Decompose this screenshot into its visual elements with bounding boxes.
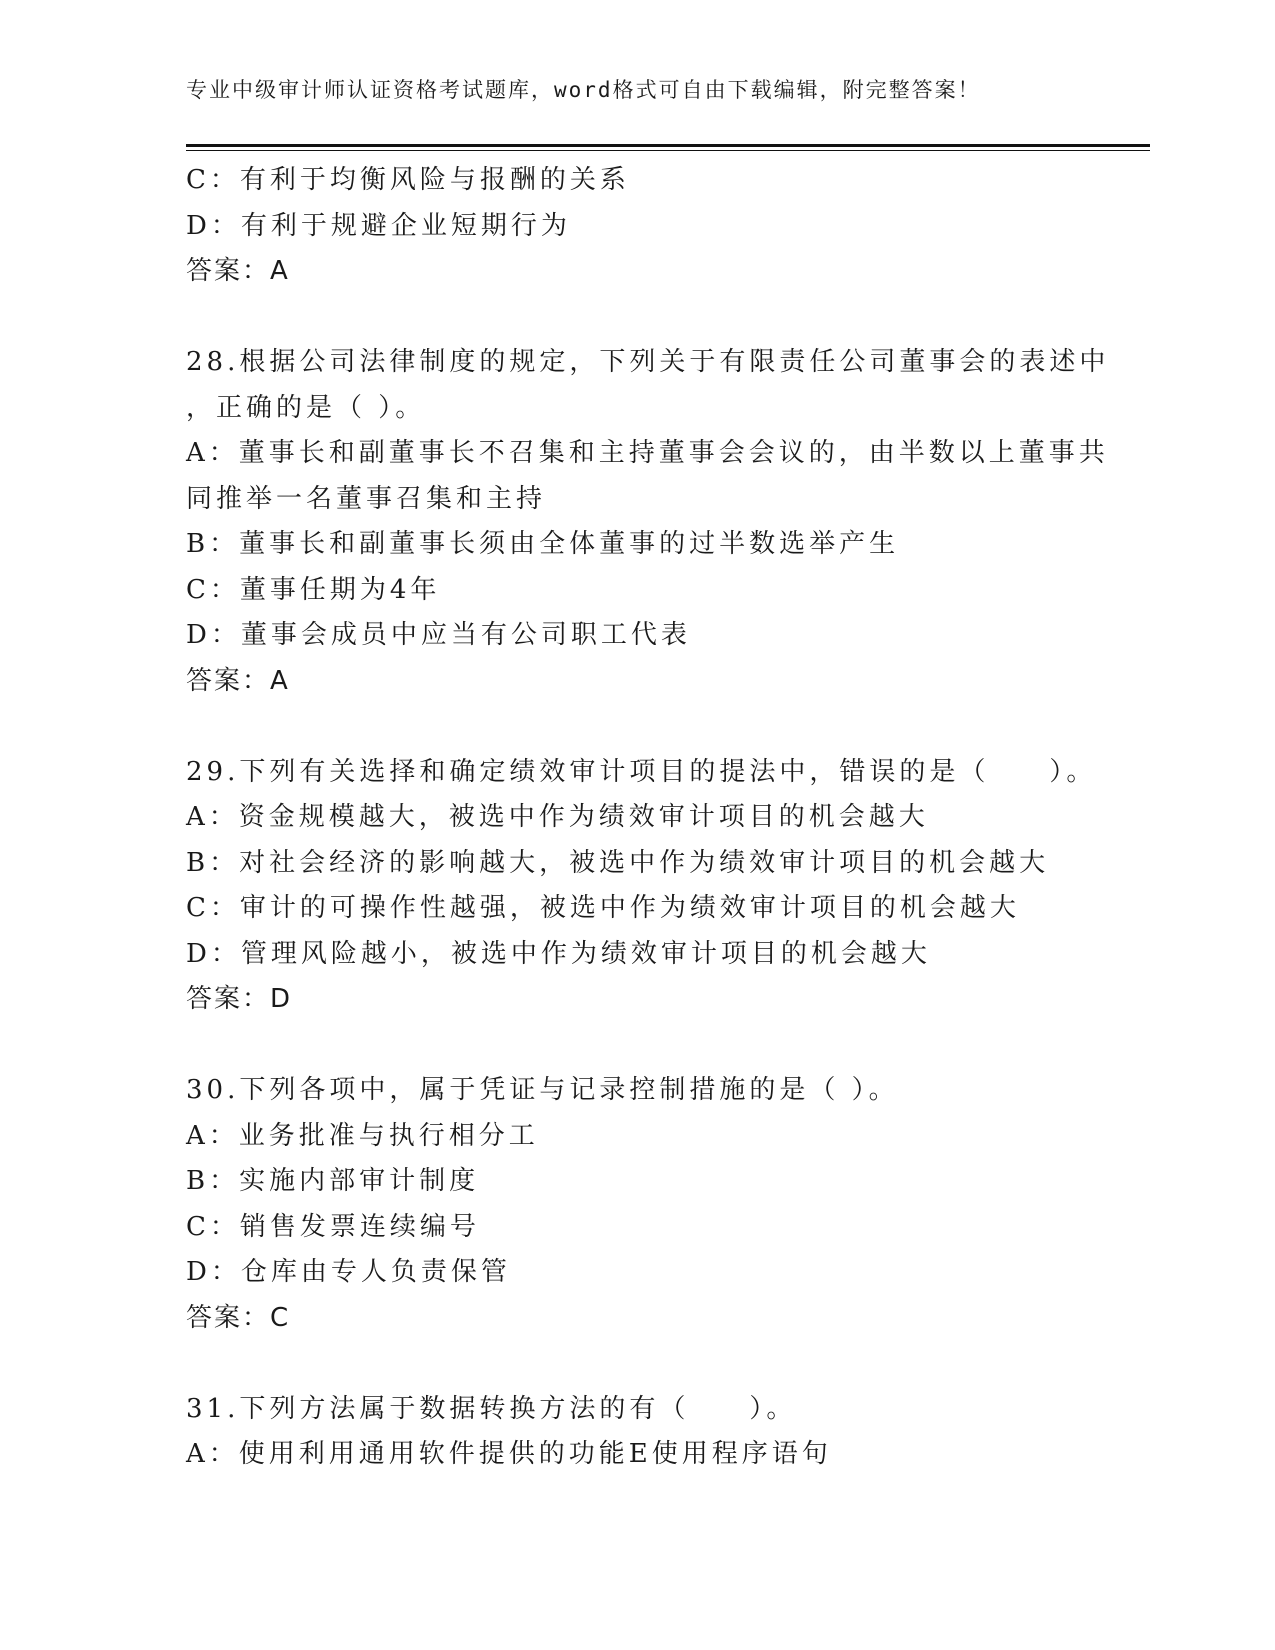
block-spacer bbox=[186, 295, 1106, 341]
option-line: D：董事会成员中应当有公司职工代表 bbox=[186, 620, 691, 650]
question-block bbox=[186, 750, 1106, 1023]
option-line: D：仓库由专人负责保管 bbox=[186, 1257, 511, 1287]
option-line: 同推举一名董事召集和主持 bbox=[186, 483, 547, 514]
option-line: A：使用利用通用软件提供的功能E使用程序语句 bbox=[186, 1439, 832, 1469]
option-line: B：董事长和副董事长须由全体董事的过半数选举产生 bbox=[186, 529, 900, 559]
option-line: B：对社会经济的影响越大，被选中作为绩效审计项目的机会越大 bbox=[186, 847, 1050, 878]
answer-line: 答案：A bbox=[186, 665, 290, 696]
option-line: C：有利于均衡风险与报酬的关系 bbox=[186, 165, 630, 195]
question-block bbox=[186, 1068, 1106, 1341]
option-line: A：董事长和副董事长不召集和主持董事会会议的，由半数以上董事共 bbox=[186, 438, 1109, 468]
page-header: 专业中级审计师认证资格考试题库，word格式可自由下载编辑，附完整答案！ bbox=[186, 78, 981, 102]
option-line: C：董事任期为4年 bbox=[186, 574, 441, 605]
question-block bbox=[186, 158, 1106, 295]
question-line: 28.根据公司法律制度的规定，下列关于有限责任公司董事会的表述中 bbox=[186, 347, 1110, 377]
option-line: D：有利于规避企业短期行为 bbox=[186, 210, 571, 241]
header-rule-thin bbox=[186, 150, 1150, 151]
question-list bbox=[186, 158, 1110, 1478]
option-line: D：管理风险越小，被选中作为绩效审计项目的机会越大 bbox=[186, 938, 931, 969]
answer-line: 答案：C bbox=[186, 1302, 291, 1333]
question-line: 30.下列各项中，属于凭证与记录控制措施的是（ ）。 bbox=[186, 1075, 899, 1105]
question-block bbox=[186, 1387, 1106, 1478]
question-block bbox=[186, 340, 1110, 704]
option-line: A：资金规模越大，被选中作为绩效审计项目的机会越大 bbox=[186, 802, 929, 832]
header-rule-thick bbox=[186, 144, 1150, 147]
block-spacer bbox=[186, 704, 1106, 750]
option-line: A：业务批准与执行相分工 bbox=[186, 1120, 539, 1151]
option-line: C：审计的可操作性越强，被选中作为绩效审计项目的机会越大 bbox=[186, 893, 1020, 923]
option-line: C：销售发票连续编号 bbox=[186, 1211, 480, 1242]
answer-line: 答案：A bbox=[186, 256, 290, 286]
question-line: 31.下列方法属于数据转换方法的有（ ）。 bbox=[186, 1393, 797, 1424]
block-spacer bbox=[186, 1341, 1106, 1387]
answer-line: 答案：D bbox=[186, 984, 293, 1014]
option-line: B：实施内部审计制度 bbox=[186, 1166, 480, 1196]
question-line: 29.下列有关选择和确定绩效审计项目的提法中，错误的是（ ）。 bbox=[186, 756, 1097, 787]
question-line: ，正确的是（ ）。 bbox=[186, 392, 426, 423]
block-spacer bbox=[186, 1023, 1106, 1069]
